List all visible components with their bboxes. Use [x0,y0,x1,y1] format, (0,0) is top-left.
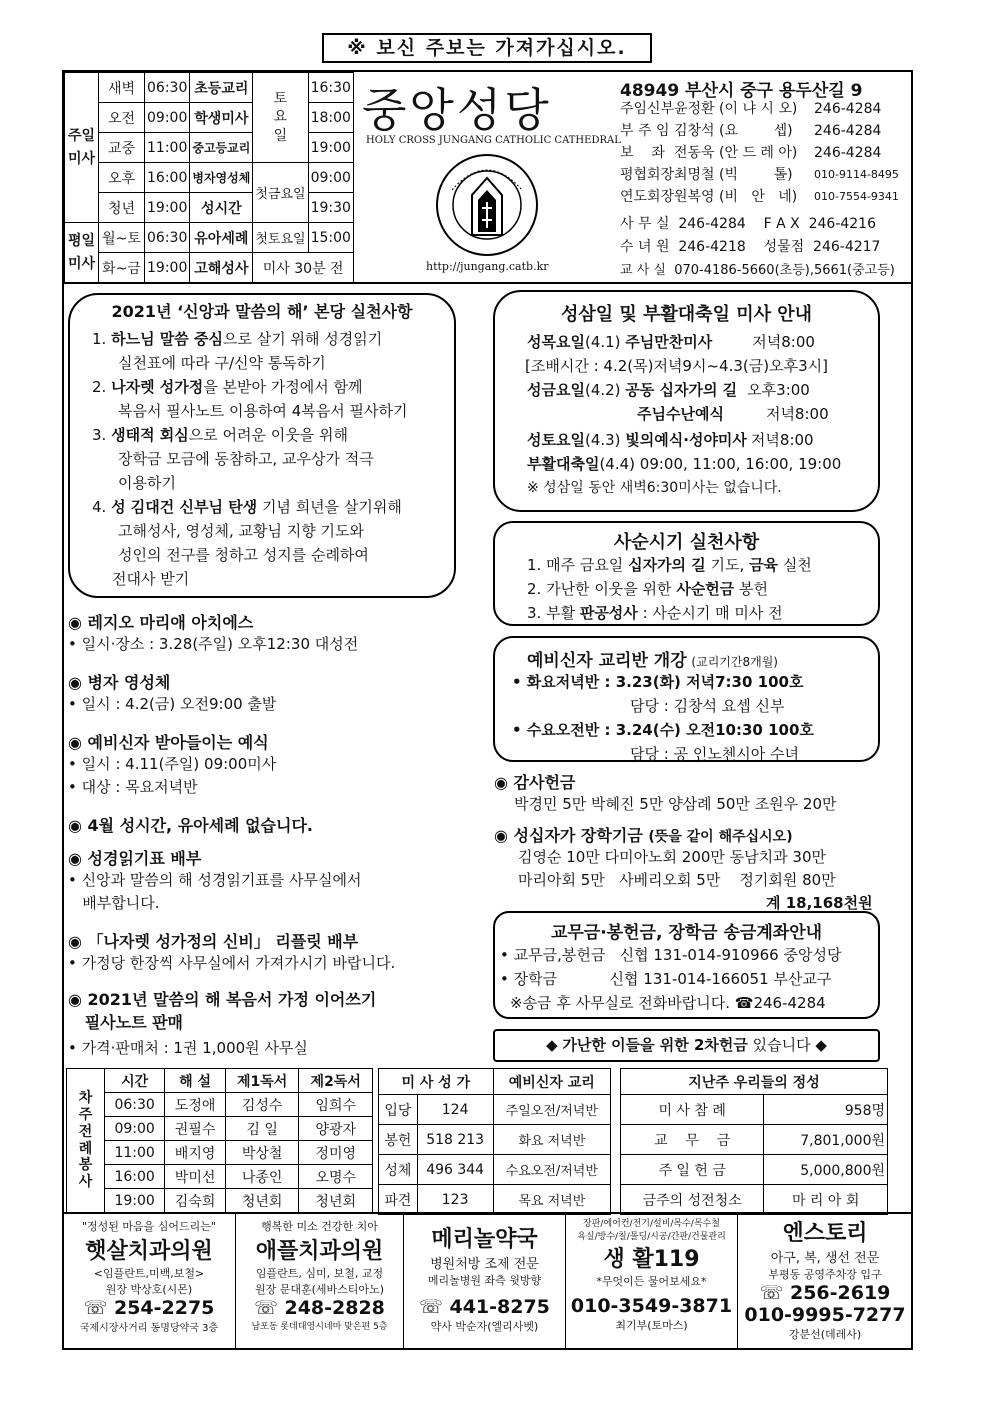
second-collection-box [493,1029,880,1062]
stats-head: 미 사 성 가 [379,1069,494,1095]
ads-row [63,1214,912,1348]
practice-item-bold: 생태적 회심 [111,426,189,444]
class-time: 3.24(수) 오전10:30 100호 [615,721,814,739]
practice-item-text: 복음서 필사노트 이용하여 4복음서 필사하기 [118,402,408,420]
news-title: ◉ 「나자렛 성가정의 신비」 리플릿 배부 [68,932,359,951]
news-title: 필사노트 판매 [68,1013,184,1032]
ad-life119 [565,1214,737,1348]
practice-item-bold: 하느님 말씀 중심 [111,330,223,348]
service-cell: 나종인 [225,1165,299,1189]
holy-day: 성금요일 [527,381,585,399]
ad-line: 병원처방 조제 전문 [430,1257,539,1272]
scholarship-donors: 김영순 10만 다미아노회 200만 동남치과 30만 [518,848,826,866]
ad-apple-dental [235,1214,403,1348]
church-seal [432,150,542,260]
service-cell: 청년회 [299,1189,373,1213]
news-title: ◉ 예비신자 받아들이는 예식 [68,733,269,752]
lent-title: 사순시기 실천사항 [613,532,760,553]
holy-time: 저녁8:00 [750,431,814,449]
service-cell: 16:00 [105,1165,165,1189]
item-number: 4. [92,498,112,516]
mass-cell: 오후 [99,163,145,193]
holy-liturgy: 빛의예식·성야미사 [625,431,747,449]
staff-name: 윤정환 (이 냐 시 오) [674,101,798,117]
office-phone: 사 무 실 246-4284 F A X 246-4216 [620,216,876,232]
staff-tel: 010-7554-9341 [814,190,899,203]
news-title: ◉ 레지오 마리애 아치에스 [68,613,254,632]
address: 48949 부산시 중구 용두산길 9 [620,81,863,101]
news-title: ◉ 4월 성시간, 유아세례 없습니다. [68,816,314,835]
offering-cell: 958명 [764,1095,888,1125]
ad-slogan: "정성된 마음을 심어드리는" [82,1220,216,1233]
item-number: 3. [92,426,112,444]
ad-line: 아구, 복, 생선 전문 [770,1251,880,1266]
stats-head: 예비신자 교리 [493,1069,610,1095]
mass-cell: 성시간 [190,193,253,223]
ad-phone: ☏ 256-2619 [759,1282,891,1304]
teacher-phone: 교 사 실 070-4186-5660(초등),5661(중고등) [620,263,895,278]
practice-item-text: 실천표에 따라 구/신약 통독하기 [118,354,326,372]
holy-liturgy: 주님만찬미사 [625,333,713,351]
service-cell: 김성수 [225,1093,299,1117]
holy-day: 성목요일 [527,333,585,351]
scholarship-title: ◉ 성십자가 장학기금 [494,826,643,845]
staff-role: 보 좌 [620,145,665,161]
ad-services: 장판/에어컨/전기/설비/목수/목수철 [583,1219,720,1229]
staff-name: 최명철 (빅 톨) [674,167,793,183]
lent-list [527,553,812,625]
stats-cell: 496 344 [417,1155,493,1185]
first-friday-label: 첫금요일 [253,163,308,223]
ad-phone: ☏ 254-2275 [83,1297,215,1319]
holy-time: 저녁8:00 [752,333,815,351]
convent-phone: 수 녀 원 246-4218 성물점 246-4217 [620,239,881,255]
news-line: • 일시·장소 : 3.28(주일) 오후12:30 대성전 [68,635,359,653]
practice-item-text: 이용하기 [118,474,176,492]
mass-cell: 16:30 [308,73,353,103]
mass-cell: 11:00 [145,133,190,163]
lent-text: 실천 [778,556,812,574]
ad-name: 엔스토리 [782,1221,868,1246]
service-label: 차 주 전 례 봉 사 [67,1069,105,1213]
mass-cell: 고해성사 [190,253,253,283]
account-list [500,943,841,1015]
stats-cell: 123 [417,1185,493,1215]
adoration-time: [조배시간 : 4.2(목)저녁9시~4.3(금)오후3시] [525,357,828,375]
mass-cell: 오전 [99,103,145,133]
practice-item-text: 고해성사, 영성체, 교황님 지향 기도와 [118,522,364,540]
class-name: • 화요저녁반 : [512,673,616,691]
lent-text: 3. 부활 [527,604,580,622]
practice-item-bold: 나자렛 성가정 [111,378,204,396]
service-head: 시간 [105,1069,165,1093]
ad-phone: ☏ 248-2828 [254,1297,385,1319]
item-number: 1. [92,330,112,348]
catechism-header [527,646,778,671]
holy-date: (4.1) [584,333,626,351]
service-cell: 19:00 [105,1189,165,1213]
lent-text: 2. 가난한 이웃을 위한 [527,580,677,598]
ad-maryknoll-pharmacy [403,1214,565,1348]
service-cell: 박미선 [165,1165,226,1189]
mass-cell: 교중 [99,133,145,163]
lent-text: : 사순시기 매 미사 전 [637,604,783,622]
staff-name: 전동욱 (안 드 레 아) [674,145,798,161]
mass-cell: 09:00 [308,163,353,193]
staff-name: 원복영 (비 안 네) [674,189,798,205]
staff-tel: 010-9114-8495 [814,168,899,181]
stats-cell: 주일오전/저녁반 [493,1095,610,1125]
staff-tel: 246-4284 [814,123,882,139]
account-note: ※송금 후 사무실로 전화바랍니다. ☎246-4284 [510,994,826,1012]
account-line: • 교무금,봉헌금 신협 131-014-910966 중앙성당 [500,946,842,964]
ad-name: 생 활119 [603,1247,700,1272]
mass-cell: 청년 [99,193,145,223]
ad-line: 부평동 공영주차장 입구 [768,1268,882,1281]
stats-cell: 봉헌 [379,1125,418,1155]
news-line: 배부합니다. [68,894,160,912]
diamond-icon: ◆ [546,1036,563,1054]
sunday-mass-label: 주일 미사 [65,73,99,223]
service-cell: 정미영 [299,1141,373,1165]
mass-cell: 미사 30분 전 [253,253,354,283]
saturday-label: 토 요 일 [253,73,308,163]
service-head: 해 설 [165,1069,226,1093]
mass-cell: 학생미사 [190,103,253,133]
stats-cell: 518 213 [417,1125,493,1155]
header-divider [63,282,912,284]
stats-cell: 화요 저녁반 [493,1125,610,1155]
mass-cell: 18:00 [308,103,353,133]
offering-cell: 마 리 아 회 [764,1185,888,1215]
church-url: http://jungang.catb.kr [426,260,549,273]
stats-cell: 124 [417,1095,493,1125]
ad-services: 욕실/방수/칠/몰딩/시공/간판/건물관리 [577,1232,726,1242]
staff-tel: 246-4284 [814,101,882,117]
staff-name: 김창석 (요 셉) [674,123,793,139]
mass-cell: 19:30 [308,193,353,223]
first-saturday-label: 첫토요일 [253,223,308,253]
lent-bold: 금육 [749,556,779,574]
mass-cell: 중고등교리 [190,133,253,163]
staff-role: 주임신부 [620,101,675,117]
ad-location: 국제시장사거리 동명당약국 3층 [79,1323,219,1334]
staff-role: 연도회장 [620,189,675,205]
lent-text: 기도, [705,556,750,574]
news-title: ◉ 2021년 말씀의 해 복음서 가정 이어쓰기 [68,990,377,1009]
ad-nstory [737,1214,912,1348]
holy-liturgy: 주님수난예식 [637,405,724,423]
news-line: • 일시 : 4.2(금) 오전9:00 출발 [68,695,277,713]
ad-phone: 010-9995-7277 [744,1304,906,1326]
holy-week-title: 성삼일 및 부활대축일 미사 안내 [560,304,813,325]
ad-owner: 약사 박순자(엘리사벳) [430,1320,539,1333]
scholarship-total: 계 18,168천원 [766,894,873,912]
ad-line: 원장 박상호(시몬) [105,1283,193,1296]
class-name: • 수요오전반 : [512,721,616,739]
holy-day: 성토요일 [527,431,585,449]
account-title: 교무금·봉헌금, 장학금 송금계좌안내 [550,923,823,943]
ad-line: 원장 문대훈(세바스티아노) [255,1283,384,1296]
ad-sunshine-dental [63,1214,235,1348]
item-number: 2. [92,378,112,396]
mass-cell: 15:00 [308,223,353,253]
staff-list [620,98,910,208]
stats-cell: 성체 [379,1155,418,1185]
ad-location: 남포동 롯데대영시네마 맞은편 5층 [251,1322,388,1332]
stats-cell: 파견 [379,1185,418,1215]
ad-owner: 강분선(데레사) [788,1328,862,1341]
service-cell: 배지영 [165,1141,226,1165]
service-cell: 09:00 [105,1117,165,1141]
holy-time: 저녁8:00 [765,405,829,423]
offering-cell: 주 일 헌 금 [621,1155,764,1185]
catechism-title: 예비신자 교리반 개강 [527,651,687,671]
service-cell: 도정애 [165,1093,226,1117]
news-list [68,610,395,1060]
catechism-list [512,670,814,766]
ad-phone: ☏ 441-8275 [419,1296,550,1318]
service-cell: 11:00 [105,1141,165,1165]
mass-cell: 19:00 [145,253,190,283]
mass-cell: 초등교리 [190,73,253,103]
take-home-notice: ※ 보신 주보는 가져가십시오. [322,33,652,63]
mass-cell: 19:00 [145,193,190,223]
lent-text: 봉헌 [734,580,769,598]
holy-time: 오후3:00 [747,381,810,399]
news-line: • 일시 : 4.11(주일) 09:00미사 [68,755,277,773]
ad-slogan: 행복한 미소 건강한 치아 [261,1220,378,1233]
mass-cell: 유아세례 [190,223,253,253]
holy-day: 부활대축일 [527,455,600,473]
service-cell: 박상철 [225,1141,299,1165]
mass-cell: 월~토 [99,223,145,253]
ad-line: 임플란트, 심미, 보철, 교정 [255,1267,384,1280]
holy-week-note: ※ 성삼일 동안 새벽6:30미사는 없습니다. [527,480,782,496]
service-head: 제1독서 [225,1069,299,1093]
lent-text: 1. 매주 금요일 [527,556,629,574]
stats-cell: 수요오전/저녁반 [493,1155,610,1185]
catechism-note: (교리기간8개월) [691,655,778,669]
staff-role: 평협회장 [620,167,675,183]
mass-cell: 16:00 [145,163,190,193]
ad-line: *무엇이든 물어보세요* [596,1275,707,1288]
news-line: • 대상 : 목요저녁반 [68,778,198,796]
ad-line: 메리놀병원 좌측 윗방향 [427,1274,542,1287]
news-line: • 가정당 한장씩 사무실에서 가져가시기 바랍니다. [68,954,396,972]
service-cell: 청년회 [225,1189,299,1213]
account-line: • 장학금 신협 131-014-166051 부산교구 [500,970,832,988]
liturgy-service-table [66,1068,373,1213]
service-cell: 김 일 [225,1117,299,1141]
staff-role: 부 주 임 [620,123,670,139]
practice-item-bold: 성 김대건 신부님 탄생 [111,498,258,516]
staff-tel: 246-4284 [814,145,882,161]
practice-title: 2021년 ‘신앙과 말씀의 해’ 본당 실천사항 [111,302,413,321]
practice-item-text: 으로 어려운 이웃을 위해 [188,426,348,444]
holy-date: (4.2) [584,381,626,399]
ad-name: 메리놀약국 [431,1227,538,1252]
practice-item-text: 성인의 전구를 청하고 성지를 순례하여 [118,546,369,564]
service-head: 제2독서 [299,1069,373,1093]
ad-line: <임플란트,미백,보철> [93,1267,205,1280]
holy-week-list [527,330,841,500]
service-cell: 06:30 [105,1093,165,1117]
news-line: • 신앙과 말씀의 해 성경읽기표를 사무실에서 [68,871,362,889]
offering-title: 지난주 우리들의 정성 [621,1069,888,1095]
scholarship-donors: 마리아회 5만 사베리오회 5만 정기회원 80만 [518,871,836,889]
mass-cell: 06:30 [145,223,190,253]
practice-item-text: 장학금 모금에 동참하고, 교우상가 적극 [118,450,374,468]
practice-list [92,327,407,591]
stats-cell: 입당 [379,1095,418,1125]
scholarship-note: (뜻을 같이 해주십시오) [648,829,793,845]
ad-phone: 010-3549-3871 [570,1295,733,1317]
mass-hymn-table [378,1068,611,1215]
offering-cell: 5,000,800원 [764,1155,888,1185]
church-english-name: HOLY CROSS JUNGANG CATHOLIC CATHEDRAL [366,135,621,146]
second-collection-text: 가난한 이들을 위한 2차헌금 [562,1036,748,1054]
mass-cell: 09:00 [145,103,190,133]
service-cell: 양광자 [299,1117,373,1141]
ad-name: 햇살치과의원 [85,1239,213,1264]
practice-item-text: 으로 살기 위해 성경읽기 [222,330,383,348]
practice-item-text: 을 본받아 가정에서 함께 [203,378,363,396]
offering-cell: 금주의 성전청소 [621,1185,764,1215]
scholarship-fund [494,823,873,915]
service-cell: 오명수 [299,1165,373,1189]
thanks-title: ◉ 감사헌금 [494,773,576,792]
news-line: • 가격·판매처 : 1권 1,000원 사무실 [68,1039,308,1057]
service-cell: 임희수 [299,1093,373,1117]
mass-cell: 화~금 [99,253,145,283]
lent-bold: 십자가의 길 [628,556,706,574]
holy-date: (4.3) [584,431,626,449]
offering-cell: 미 사 참 례 [621,1095,764,1125]
lent-bold: 판공성사 [579,604,638,622]
offering-table [620,1068,888,1215]
ad-name: 애플치과의원 [255,1239,384,1264]
service-cell: 권필수 [165,1117,226,1141]
practice-item-text: 기념 희년을 살기위해 [257,498,402,516]
offering-cell: 7,801,000원 [764,1125,888,1155]
weekday-mass-label: 평일 미사 [65,223,99,283]
second-collection-text: 있습니다 ◆ [747,1036,827,1054]
mass-cell: 19:00 [308,133,353,163]
practice-item-text: 전대사 받기 [112,570,190,588]
class-teacher: 담당 : 공 인노첸시아 수녀 [630,745,800,763]
thanks-offering [494,770,836,816]
offering-cell: 교 무 금 [621,1125,764,1155]
class-teacher: 담당 : 김창석 요셉 신부 [630,697,785,715]
mass-cell: 06:30 [145,73,190,103]
holy-liturgy: 공동 십자가의 길 [625,381,738,399]
class-time: 3.23(화) 저녁7:30 100호 [615,673,804,691]
mass-cell: 새벽 [99,73,145,103]
stats-cell: 목요 저녁반 [493,1185,610,1215]
service-cell: 김숙희 [165,1189,226,1213]
mass-cell: 병자영성체 [190,163,253,193]
mass-schedule-table [64,72,354,283]
easter-times: (4.4) 09:00, 11:00, 16:00, 19:00 [599,455,842,473]
thanks-donors: 박경민 5만 박혜진 5만 양삼례 50만 조원우 20만 [514,795,837,813]
news-title: ◉ 병자 영성체 [68,673,171,692]
lent-bold: 사순헌금 [676,580,735,598]
news-title: ◉ 성경읽기표 배부 [68,849,202,868]
church-name: 중앙성당 [362,83,552,137]
ad-owner: 최기부(토마스) [615,1319,688,1332]
